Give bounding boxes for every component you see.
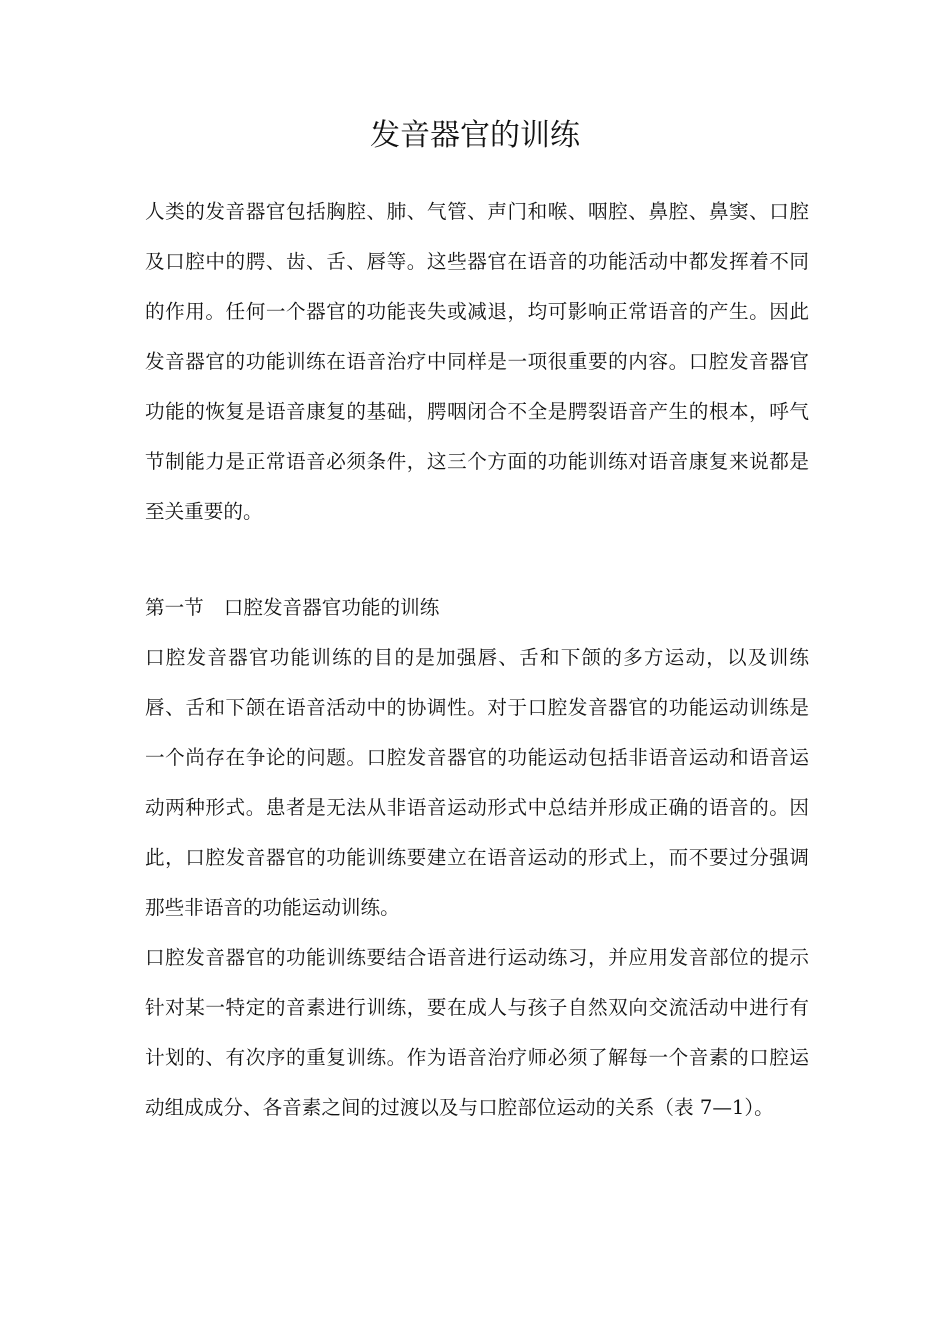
section-paragraph-2: 口腔发音器官的功能训练要结合语音进行运动练习，并应用发音部位的提示针对某一特定的音素进行训练，要在成人与孩子自然双向交流活动中进行有计划的、有次序的重复训练。作为语音治疗师必须了解每一个音素的口腔运动组成成分、各音素之间的过渡以及与口腔部位运动的关系（表 7—1）。 bbox=[145, 946, 809, 1119]
section-heading bbox=[145, 583, 809, 633]
section-number: 第一节 bbox=[145, 596, 204, 619]
document-title: 发音器官的训练 bbox=[370, 118, 580, 153]
section-title: 口腔发音器官功能的训练 bbox=[223, 596, 440, 619]
intro-paragraph: 人类的发音器官包括胸腔、肺、气管、声门和喉、咽腔、鼻腔、鼻窦、口腔及口腔中的腭、齿、舌、唇等。这些器官在语音的功能活动中都发挥着不同的作用。任何一个器官的功能丧失或减退，均可影响正常语音的产生。因此发音器官的功能训练在语音治疗中同样是一项很重要的内容。口腔发音器官功能的恢复是语音康复的基础，腭咽闭合不全是腭裂语音产生的根本，呼气节制能力是正常语音必须条件，这三个方面的功能训练对语音康复来说都是至关重要的。 bbox=[145, 200, 809, 523]
section-paragraph-1: 口腔发音器官功能训练的目的是加强唇、舌和下颌的多方运动，以及训练唇、舌和下颌在语音活动中的协调性。对于口腔发音器官的功能运动训练是一个尚存在争论的问题。口腔发音器官的功能运动包括非语音运动和语音运动两种形式。患者是无法从非语音运动形式中总结并形成正确的语音的。因此，口腔发音器官的功能训练要建立在语音运动的形式上，而不要过分强调那些非语音的功能运动训练。 bbox=[145, 646, 809, 919]
